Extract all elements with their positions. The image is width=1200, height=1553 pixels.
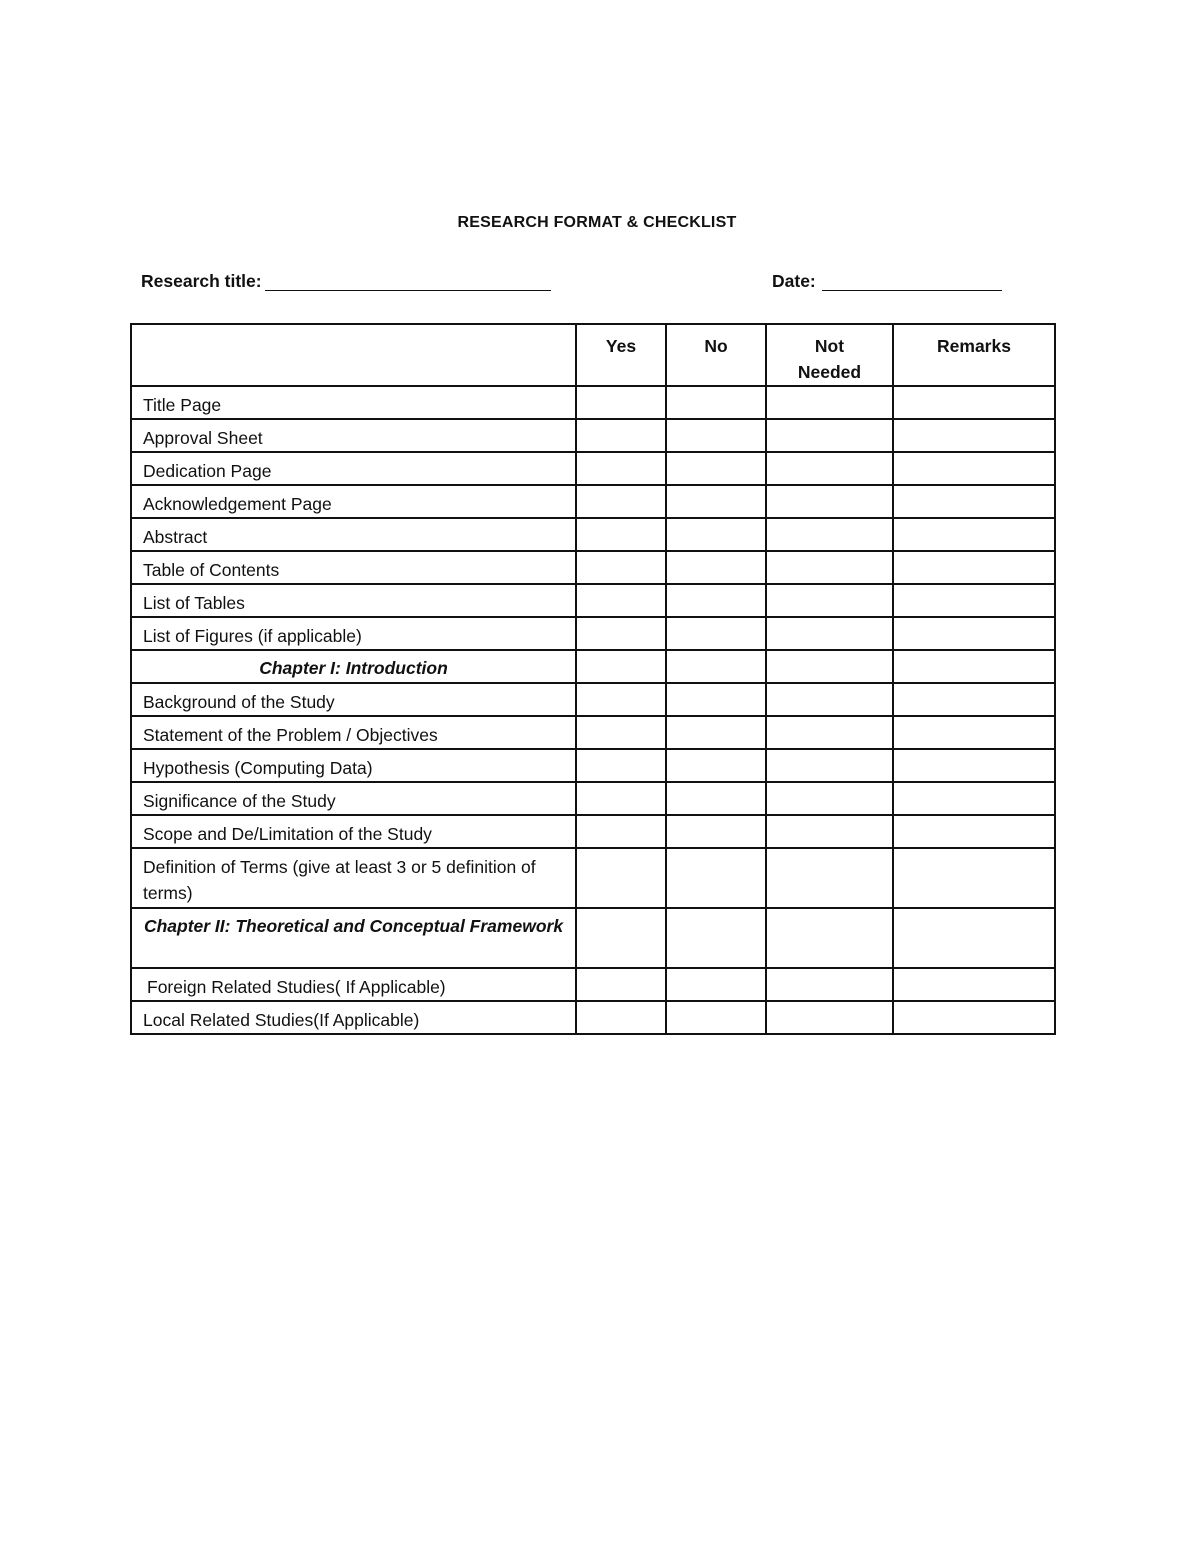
item-label-cell <box>131 716 576 749</box>
not-needed-cell[interactable] <box>766 386 893 419</box>
no-cell[interactable] <box>666 584 766 617</box>
not-needed-cell[interactable] <box>766 908 893 968</box>
not-needed-cell[interactable] <box>766 683 893 716</box>
yes-cell[interactable] <box>576 782 666 815</box>
item-label: List of Tables <box>143 593 245 613</box>
item-label-cell <box>131 485 576 518</box>
research-title-label: Research title: <box>141 271 262 291</box>
remarks-cell[interactable] <box>893 1001 1055 1034</box>
no-cell[interactable] <box>666 968 766 1001</box>
not-needed-cell[interactable] <box>766 968 893 1001</box>
yes-cell[interactable] <box>576 716 666 749</box>
item-label-cell <box>131 815 576 848</box>
not-needed-cell[interactable] <box>766 815 893 848</box>
remarks-cell[interactable] <box>893 518 1055 551</box>
not-needed-cell[interactable] <box>766 650 893 683</box>
item-label: List of Figures (if applicable) <box>143 626 362 646</box>
no-cell[interactable] <box>666 650 766 683</box>
item-label-cell <box>131 386 576 419</box>
item-label: Title Page <box>143 395 222 415</box>
item-label: Acknowledgement Page <box>143 494 332 514</box>
research-title-field <box>141 270 551 292</box>
yes-cell[interactable] <box>576 452 666 485</box>
item-label: Significance of the Study <box>143 791 336 811</box>
table-row <box>131 452 1055 485</box>
yes-cell[interactable] <box>576 650 666 683</box>
research-title-blank-line[interactable] <box>265 270 551 291</box>
item-label: Local Related Studies(If Applicable) <box>143 1010 420 1030</box>
item-label-cell <box>131 683 576 716</box>
remarks-cell[interactable] <box>893 716 1055 749</box>
remarks-cell[interactable] <box>893 485 1055 518</box>
no-cell[interactable] <box>666 419 766 452</box>
item-label: Abstract <box>143 527 208 547</box>
no-cell[interactable] <box>666 617 766 650</box>
item-label: Background of the Study <box>143 692 335 712</box>
not-needed-cell[interactable] <box>766 749 893 782</box>
no-cell[interactable] <box>666 485 766 518</box>
item-label: Scope and De/Limitation of the Study <box>143 824 432 844</box>
remarks-cell[interactable] <box>893 650 1055 683</box>
item-label-cell <box>131 452 576 485</box>
chapter-heading-cell <box>131 908 576 968</box>
not-needed-cell[interactable] <box>766 782 893 815</box>
item-label-cell <box>131 584 576 617</box>
yes-cell[interactable] <box>576 749 666 782</box>
no-cell[interactable] <box>666 386 766 419</box>
date-field <box>772 270 1002 292</box>
yes-cell[interactable] <box>576 1001 666 1034</box>
not-needed-cell[interactable] <box>766 1001 893 1034</box>
yes-cell[interactable] <box>576 518 666 551</box>
table-row <box>131 584 1055 617</box>
remarks-cell[interactable] <box>893 419 1055 452</box>
no-cell[interactable] <box>666 782 766 815</box>
yes-cell[interactable] <box>576 908 666 968</box>
not-needed-cell[interactable] <box>766 848 893 908</box>
item-label-cell <box>131 518 576 551</box>
date-blank-line[interactable] <box>822 270 1002 291</box>
checklist-body <box>131 386 1055 1034</box>
yes-cell[interactable] <box>576 386 666 419</box>
table-row <box>131 968 1055 1001</box>
item-label-cell <box>131 419 576 452</box>
header-item-column <box>131 324 576 386</box>
table-row <box>131 782 1055 815</box>
remarks-cell[interactable] <box>893 386 1055 419</box>
table-row <box>131 518 1055 551</box>
chapter-row <box>131 908 1055 968</box>
not-needed-cell[interactable] <box>766 485 893 518</box>
chapter-heading: Chapter II: Theoretical and Conceptual Framework <box>143 916 564 936</box>
no-cell[interactable] <box>666 848 766 908</box>
chapter-heading-cell <box>131 650 576 683</box>
item-label: Hypothesis (Computing Data) <box>143 758 373 778</box>
remarks-cell[interactable] <box>893 617 1055 650</box>
item-label: Foreign Related Studies( If Applicable) <box>147 977 446 997</box>
remarks-cell[interactable] <box>893 683 1055 716</box>
yes-cell[interactable] <box>576 683 666 716</box>
chapter-row <box>131 650 1055 683</box>
checklist-table <box>130 323 1056 1035</box>
no-cell[interactable] <box>666 716 766 749</box>
table-row <box>131 1001 1055 1034</box>
not-needed-cell[interactable] <box>766 584 893 617</box>
item-label-cell <box>131 848 576 908</box>
item-label: Dedication Page <box>143 461 272 481</box>
table-row <box>131 419 1055 452</box>
not-needed-cell[interactable] <box>766 419 893 452</box>
not-needed-cell[interactable] <box>766 518 893 551</box>
remarks-cell[interactable] <box>893 452 1055 485</box>
remarks-cell[interactable] <box>893 815 1055 848</box>
yes-cell[interactable] <box>576 485 666 518</box>
table-row <box>131 551 1055 584</box>
item-label-cell <box>131 749 576 782</box>
date-label: Date: <box>772 271 816 291</box>
item-label: Statement of the Problem / Objectives <box>143 725 438 745</box>
remarks-cell[interactable] <box>893 584 1055 617</box>
yes-cell[interactable] <box>576 848 666 908</box>
no-cell[interactable] <box>666 749 766 782</box>
remarks-cell[interactable] <box>893 968 1055 1001</box>
table-header-row <box>131 324 1055 386</box>
table-row <box>131 683 1055 716</box>
document-title: RESEARCH FORMAT & CHECKLIST <box>457 214 737 231</box>
item-label: Table of Contents <box>143 560 280 580</box>
yes-cell[interactable] <box>576 968 666 1001</box>
no-cell[interactable] <box>666 683 766 716</box>
item-label-cell <box>131 1001 576 1034</box>
not-needed-cell[interactable] <box>766 617 893 650</box>
item-label-cell <box>131 968 576 1001</box>
remarks-cell[interactable] <box>893 782 1055 815</box>
item-label: Definition of Terms (give at least 3 or 5 definition of terms) <box>143 857 536 903</box>
table-row <box>131 815 1055 848</box>
not-needed-cell[interactable] <box>766 716 893 749</box>
item-label-cell <box>131 782 576 815</box>
remarks-cell[interactable] <box>893 749 1055 782</box>
yes-cell[interactable] <box>576 419 666 452</box>
remarks-cell[interactable] <box>893 848 1055 908</box>
item-label: Approval Sheet <box>143 428 263 448</box>
yes-cell[interactable] <box>576 551 666 584</box>
not-needed-cell[interactable] <box>766 551 893 584</box>
table-row <box>131 749 1055 782</box>
remarks-cell[interactable] <box>893 908 1055 968</box>
item-label-cell <box>131 551 576 584</box>
remarks-cell[interactable] <box>893 551 1055 584</box>
no-cell[interactable] <box>666 1001 766 1034</box>
header-yes: Yes <box>576 324 666 386</box>
no-cell[interactable] <box>666 452 766 485</box>
table-row <box>131 848 1055 908</box>
table-row <box>131 617 1055 650</box>
item-label-cell <box>131 617 576 650</box>
table-row <box>131 485 1055 518</box>
header-no: No <box>666 324 766 386</box>
table-row <box>131 386 1055 419</box>
chapter-heading: Chapter I: Introduction <box>259 658 448 678</box>
yes-cell[interactable] <box>576 584 666 617</box>
no-cell[interactable] <box>666 551 766 584</box>
header-remarks: Remarks <box>893 324 1055 386</box>
table-row <box>131 716 1055 749</box>
not-needed-cell[interactable] <box>766 452 893 485</box>
header-not-needed: Not Needed <box>766 324 893 386</box>
yes-cell[interactable] <box>576 617 666 650</box>
no-cell[interactable] <box>666 908 766 968</box>
no-cell[interactable] <box>666 518 766 551</box>
yes-cell[interactable] <box>576 815 666 848</box>
no-cell[interactable] <box>666 815 766 848</box>
